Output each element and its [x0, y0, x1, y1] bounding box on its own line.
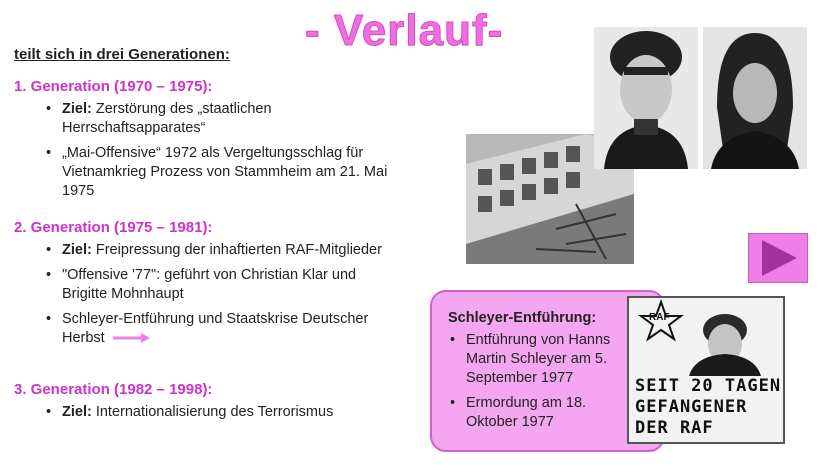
list-item	[448, 394, 623, 432]
generation-2-heading: 2. Generation (1975 – 1981):	[14, 219, 213, 236]
generation-1-list	[44, 100, 394, 207]
poster-line: GEFANGENER	[635, 397, 748, 417]
list-item	[44, 241, 399, 260]
next-slide-button[interactable]	[748, 233, 808, 283]
portrait-image	[703, 27, 807, 169]
bullet-label: Ziel:	[62, 242, 92, 258]
generation-3-heading: 3. Generation (1982 – 1998):	[14, 381, 213, 398]
bullet-text: Freipressung der inhaftierten RAF-Mitglieder	[91, 242, 382, 258]
bullet-text: Schleyer-Entführung und Staatskrise Deutscher Herbst	[62, 311, 369, 346]
list-item	[44, 403, 394, 422]
portrait-photo-2	[703, 27, 807, 169]
poster-raf-label: RAF	[649, 312, 670, 323]
generation-1-heading: 1. Generation (1970 – 1975):	[14, 78, 213, 95]
bullet-label: Ziel:	[62, 404, 92, 420]
bullet-text: Internationalisierung des Terrorismus	[91, 404, 334, 420]
bullet-text: Entführung von Hanns Martin Schleyer am 5. September 1977	[466, 332, 611, 386]
list-item	[44, 310, 399, 348]
portrait-image	[594, 27, 698, 169]
play-icon	[749, 234, 807, 282]
bullet-text: "Offensive '77": geführt von Christian Klar und Brigitte Mohnhaupt	[62, 267, 357, 302]
hostage-photo	[627, 296, 785, 444]
slide-subtitle: teilt sich in drei Generationen:	[14, 46, 230, 63]
bullet-text: Zerstörung des „staatlichen Herrschaftsapparates“	[62, 101, 272, 136]
list-item	[44, 266, 399, 304]
list-item	[44, 100, 394, 138]
bullet-label: Ziel:	[62, 101, 92, 117]
list-item	[44, 144, 394, 201]
bullet-text: „Mai-Offensive“ 1972 als Vergeltungsschlag für Vietnamkrieg Prozess von Stammheim am 21. Mai 1975	[62, 145, 388, 199]
poster-line: DER RAF	[635, 418, 714, 438]
generation-2-list	[44, 241, 399, 354]
portrait-photo-1	[594, 27, 698, 169]
schleyer-box-list	[448, 331, 623, 438]
schleyer-box-title: Schleyer-Entführung:	[448, 310, 597, 326]
poster-line: SEIT 20 TAGEN	[635, 376, 782, 396]
list-item	[448, 331, 623, 388]
poster-text	[635, 376, 785, 439]
raf-star-icon	[629, 298, 783, 376]
arrow-right-icon	[113, 332, 151, 344]
slide-title: - Verlauf-	[305, 6, 504, 55]
generation-3-list	[44, 403, 394, 428]
bullet-text: Ermordung am 18. Oktober 1977	[466, 395, 587, 430]
